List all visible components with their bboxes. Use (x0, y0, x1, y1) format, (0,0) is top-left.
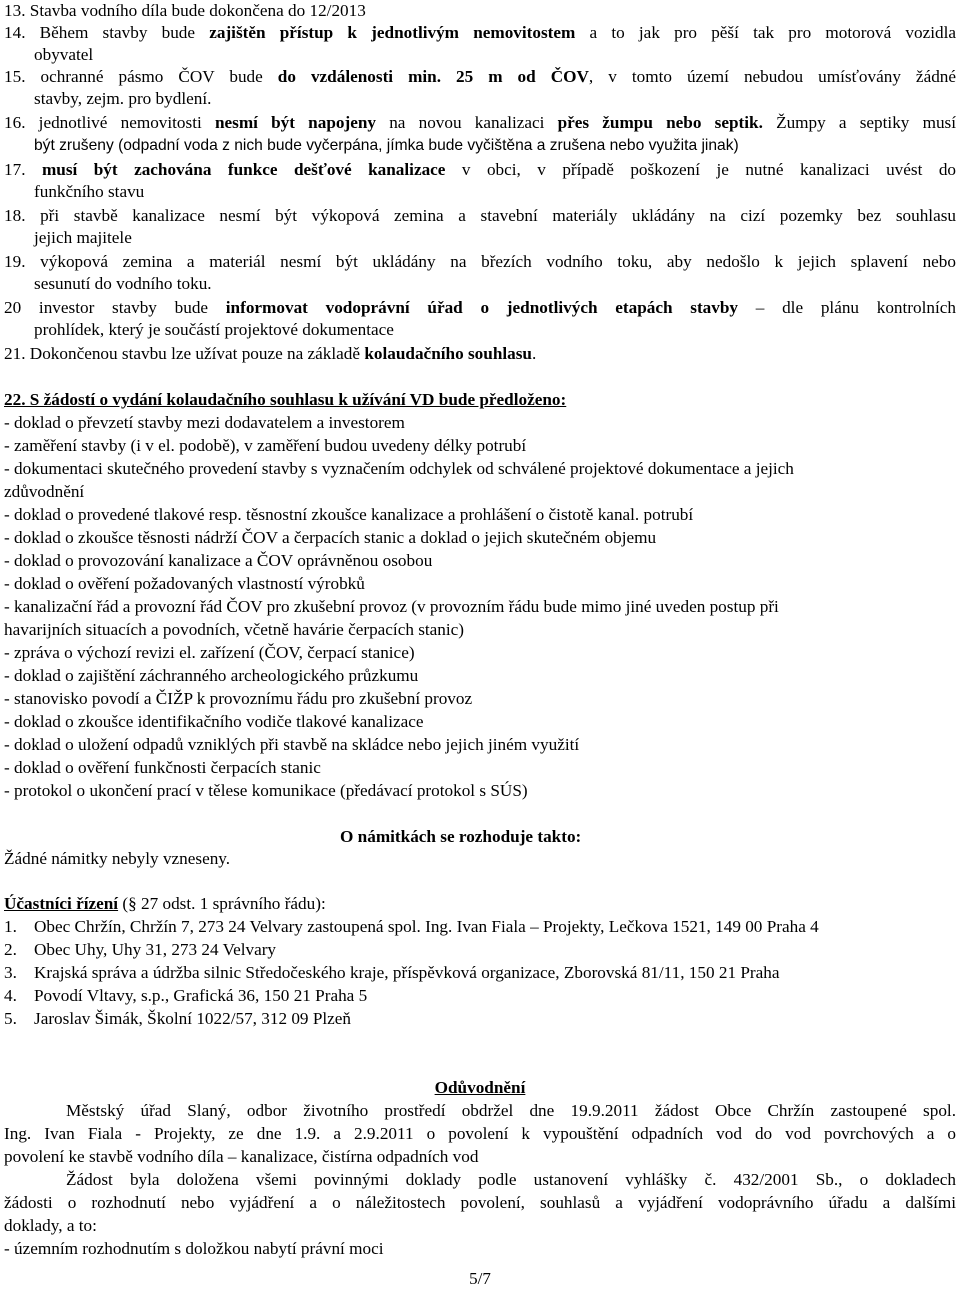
list-item (4, 688, 956, 710)
condition-14-lead: 14. Během stavby bude (4, 23, 210, 42)
condition-14-cont-text: obyvatel (34, 45, 94, 64)
list-item (4, 757, 956, 779)
condition-15-lead: 15. ochranné pásmo ČOV bude (4, 67, 278, 86)
list-item-text: - zpráva o výchozí revizi el. zařízení (ČOV, čerpací stanice) (4, 643, 415, 662)
participant-number: 5. (4, 1009, 17, 1028)
condition-16-cont-text: být zrušeny (odpadní voda z nich bude vyčerpána, jímka bude vyčištěna a zrušena nebo využita jinak) (34, 137, 739, 154)
condition-17-bold: musí být zachována funkce dešťové kanalizace (41, 160, 446, 179)
participant-number: 4. (4, 986, 17, 1005)
condition-16-bold-1: nesmí být napojeny (214, 113, 376, 132)
condition-14 (4, 22, 956, 44)
reasoning-p1-line3 (4, 1146, 956, 1168)
page-number: 5/7 (469, 1269, 491, 1288)
condition-20-bold: informovat vodoprávní úřad o jednotlivých etapách stavby (225, 298, 739, 317)
list-item-text: - doklad o uložení odpadů vzniklých při stavbě na skládce nebo jejich jiném využití (4, 735, 580, 754)
condition-16-mid: na novou kanalizaci (376, 113, 558, 132)
list-item-text: - zaměření stavby (i v el. podobě), v zaměření budou uvedeny délky potrubí (4, 436, 527, 455)
list-item-text: - doklad o zkoušce těsnosti nádrží ČOV a čerpacích stanic a doklad o jejich skutečném objemu (4, 528, 657, 547)
participant-item (4, 962, 956, 984)
condition-20-lead: 20 investor stavby bude (4, 298, 226, 317)
condition-15-cont-text: stavby, zejm. pro bydlení. (34, 89, 212, 108)
condition-14-bold: zajištěn přístup k jednotlivým nemovitostem (209, 23, 576, 42)
condition-20-cont-text: prohlídek, který je součástí projektové dokumentace (34, 320, 394, 339)
reasoning-p2-line3-text: doklady, a to: (4, 1216, 97, 1235)
condition-16-lead: 16. jednotlivé nemovitosti (4, 113, 215, 132)
list-item-text: - doklad o zkoušce identifikačního vodiče tlakové kanalizace (4, 712, 424, 731)
participant-number: 2. (4, 940, 17, 959)
condition-21-lead: 21. Dokončenou stavbu lze užívat pouze na základě (4, 344, 365, 363)
reasoning-p3 (4, 1238, 956, 1260)
condition-18-text: 18. při stavbě kanalizace nesmí být výkopová zemina a stavební materiály ukládány na cizí pozemky bez souhlasu (4, 206, 956, 225)
reasoning-p2-line2 (4, 1192, 956, 1214)
reasoning-p2-line1 (66, 1169, 956, 1191)
condition-15-cont (34, 88, 956, 110)
participant-item (4, 939, 956, 961)
reasoning-p1-line2 (4, 1123, 956, 1145)
reasoning-p2-line2-text: žádosti o rozhodnutí nebo vyjádření a o náležitostech povolení, souhlasů a vyjádření vodoprávního úřadu a dalšími (4, 1193, 956, 1212)
list-item (4, 711, 956, 733)
condition-14-cont (34, 44, 956, 66)
list-item-text: - kanalizační řád a provozní řád ČOV pro zkušební provoz (v provozním řádu bude mimo jiné uveden postup při (4, 597, 779, 616)
condition-19-cont (34, 273, 956, 295)
list-item-text: - doklad o ověření požadovaných vlastností výrobků (4, 574, 365, 593)
objections-text-content: Žádné námitky nebyly vzneseny. (4, 849, 231, 868)
participants-heading-rest: (§ 27 odst. 1 správního řádu): (118, 894, 326, 913)
participant-item (4, 985, 956, 1007)
list-item-text: - doklad o převzetí stavby mezi dodavatelem a investorem (4, 413, 405, 432)
condition-18-cont (34, 227, 956, 249)
list-item (4, 642, 956, 664)
participant-number: 1. (4, 917, 17, 936)
participant-text: Obec Uhy, Uhy 31, 273 24 Velvary (34, 940, 277, 959)
condition-22-heading (4, 389, 956, 411)
reasoning-p1-line3-text: povolení ke stavbě vodního díla – kanalizace, čistírna odpadních vod (4, 1147, 479, 1166)
reasoning-heading (4, 1077, 956, 1099)
condition-16-bold-2: přes žumpu nebo septik. (557, 113, 763, 132)
condition-19-cont-text: sesunutí do vodního toku. (34, 274, 212, 293)
list-item-text: - doklad o ověření funkčnosti čerpacích stanic (4, 758, 321, 777)
condition-21 (4, 343, 956, 365)
reasoning-p1-line1 (66, 1100, 956, 1122)
objections-heading-text: O námitkách se rozhoduje takto: (340, 827, 582, 846)
condition-15-rest: , v tomto území nebudou umísťovány žádné (588, 67, 957, 86)
participant-item (4, 916, 956, 938)
condition-16 (4, 112, 956, 134)
condition-19-text: 19. výkopová zemina a materiál nesmí být ukládány na březích vodního toku, aby nedošlo k jejich splavení nebo (4, 252, 956, 271)
list-item-text: - stanovisko povodí a ČIŽP k provoznímu řádu pro zkušební provoz (4, 689, 473, 708)
condition-21-rest: . (532, 344, 537, 363)
condition-17 (4, 159, 956, 181)
reasoning-p2-line1-text: Žádost byla doložena všemi povinnými doklady podle ustanovení vyhlášky č. 432/2001 Sb., o dokladech (66, 1170, 956, 1189)
list-item (4, 619, 956, 641)
participants-heading (4, 893, 956, 915)
condition-20 (4, 297, 956, 319)
condition-16-cont (34, 135, 956, 157)
participant-text: Povodí Vltavy, s.p., Grafická 36, 150 21 Praha 5 (34, 986, 368, 1005)
list-item-text: zdůvodnění (4, 482, 85, 501)
reasoning-p2-line3 (4, 1215, 956, 1237)
reasoning-p1-line1-text: Městský úřad Slaný, odbor životního prostředí obdržel dne 19.9.2011 žádost Obce Chržín zastoupené spol. (66, 1101, 956, 1120)
condition-15 (4, 66, 956, 88)
list-item-text: - protokol o ukončení prací v tělese komunikace (předávací protokol s SÚS) (4, 781, 528, 800)
list-item (4, 734, 956, 756)
participant-text: Jaroslav Šimák, Školní 1022/57, 312 09 Plzeň (34, 1009, 352, 1028)
list-item (4, 665, 956, 687)
list-item (4, 527, 956, 549)
objections-text (4, 848, 956, 870)
participant-text: Krajská správa a údržba silnic Středočeského kraje, příspěvková organizace, Zborovská 81/11, 150 21 Praha (34, 963, 780, 982)
condition-15-bold: do vzdálenosti min. 25 m od ČOV (277, 67, 589, 86)
list-item-text: havarijních situacích a povodních, včetně havárie čerpacích stanic) (4, 620, 465, 639)
condition-17-cont (34, 181, 956, 203)
condition-22-heading-text: 22. S žádostí o vydání kolaudačního souhlasu k užívání VD bude předloženo: (4, 390, 567, 409)
list-item-text: - dokumentaci skutečného provedení stavby s vyznačením odchylek od schválené projektové dokumentace a jejich (4, 459, 794, 478)
condition-17-cont-text: funkčního stavu (34, 182, 145, 201)
list-item-text: - doklad o provozování kanalizace a ČOV oprávněnou osobou (4, 551, 433, 570)
condition-17-lead: 17. (4, 160, 42, 179)
list-item-text: - doklad o zajištění záchranného archeologického průzkumu (4, 666, 419, 685)
list-item-text: - doklad o provedené tlakové resp. těsnostní zkoušce kanalizace a prohlášení o čistotě kanal. potrubí (4, 505, 694, 524)
list-item (4, 504, 956, 526)
list-item (4, 481, 956, 503)
condition-16-rest: Žumpy a septiky musí (762, 113, 957, 132)
condition-13-text: 13. Stavba vodního díla bude dokončena do 12/2013 (4, 1, 366, 20)
reasoning-p1-line2-text: Ing. Ivan Fiala - Projekty, ze dne 1.9. a 2.9.2011 o povolení k vypouštění odpadních vod do vod povrchových a o (4, 1124, 956, 1143)
condition-13 (4, 0, 956, 22)
reasoning-heading-text: Odůvodnění (434, 1078, 526, 1097)
list-item (4, 412, 956, 434)
condition-14-rest: a to jak pro pěší tak pro motorová vozidla (575, 23, 957, 42)
list-item (4, 458, 956, 480)
condition-20-cont (34, 319, 956, 341)
condition-21-bold: kolaudačního souhlasu (364, 344, 532, 363)
condition-18-cont-text: jejich majitele (34, 228, 132, 247)
condition-17-rest: v obci, v případě poškození je nutné kanalizaci uvést do (445, 160, 957, 179)
list-item (4, 573, 956, 595)
list-item (4, 435, 956, 457)
participant-text: Obec Chržín, Chržín 7, 273 24 Velvary zastoupená spol. Ing. Ivan Fiala – Projekty, Lečkova 1521, 149 00 Praha 4 (34, 917, 819, 936)
condition-19 (4, 251, 956, 273)
reasoning-p3-text: - územním rozhodnutím s doložkou nabytí právní moci (4, 1239, 384, 1258)
objections-heading (340, 826, 956, 848)
participant-number: 3. (4, 963, 17, 982)
condition-18 (4, 205, 956, 227)
list-item (4, 550, 956, 572)
list-item (4, 780, 956, 802)
participants-heading-text: Účastníci řízení (4, 894, 119, 913)
list-item (4, 596, 956, 618)
participant-item (4, 1008, 956, 1030)
condition-20-rest: – dle plánu kontrolních (738, 298, 956, 317)
